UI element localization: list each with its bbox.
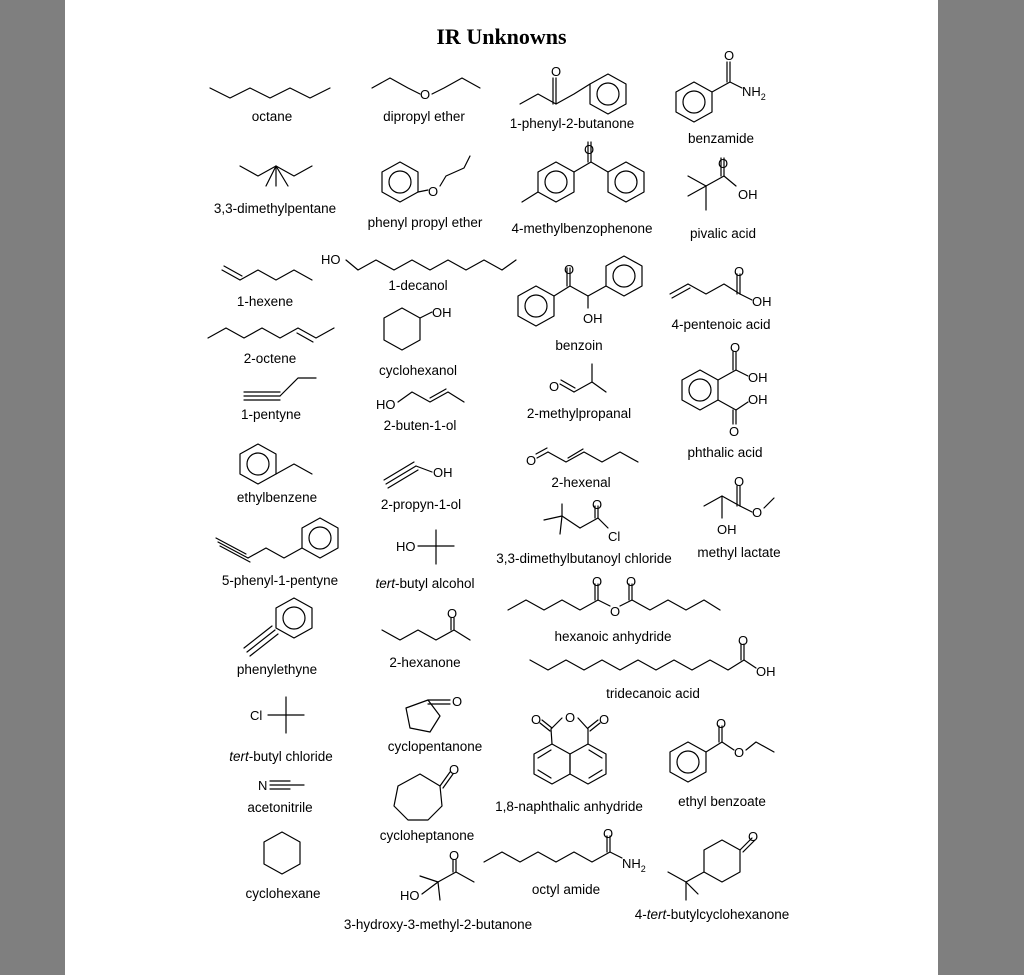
ethyl-benzoate-structure bbox=[670, 716, 774, 782]
label-hexene: 1-hexene bbox=[236, 294, 294, 309]
tbutylcyclohexanone-structure bbox=[668, 829, 758, 900]
atom-oxygen: O bbox=[592, 574, 603, 589]
cyclohexanol-structure bbox=[384, 305, 452, 350]
dimethylpentane-structure bbox=[240, 166, 312, 186]
label-hexanone: 2-hexanone bbox=[389, 655, 461, 670]
atom-chlorine: Cl bbox=[608, 529, 621, 544]
pivalic-acid-structure bbox=[688, 156, 758, 210]
atom-hydroxyl: OH bbox=[748, 392, 768, 407]
atom-hydroxyl: OH bbox=[433, 465, 453, 480]
atom-oxygen: O bbox=[549, 379, 560, 394]
atom-oxygen: O bbox=[592, 497, 603, 512]
atom-oxygen: O bbox=[734, 474, 745, 489]
label-phenylethyne: phenylethyne bbox=[236, 662, 318, 677]
label-tbutylcyclohexanone: 4-tert-butylcyclohexanone bbox=[634, 907, 790, 922]
label-pivalic-acid: pivalic acid bbox=[689, 226, 757, 241]
atom-oxygen: O bbox=[447, 606, 458, 621]
label-tridecanoic-acid: tridecanoic acid bbox=[606, 686, 700, 701]
atom-hydroxyl: OH bbox=[432, 305, 452, 320]
atom-oxygen: O bbox=[626, 574, 637, 589]
atom-hydroxyl: OH bbox=[717, 522, 737, 537]
label-naphthalic-anhydride: 1,8-naphthalic anhydride bbox=[495, 799, 643, 814]
atom-hydroxyl: OH bbox=[756, 664, 776, 679]
methylpropanal-structure bbox=[549, 364, 606, 394]
label-tbutyl-chloride: tert-butyl chloride bbox=[229, 749, 333, 764]
hexene-structure bbox=[222, 266, 312, 280]
naphthalic-anhydride-structure bbox=[531, 710, 609, 784]
page-title: IR Unknowns bbox=[436, 24, 567, 49]
atom-hydroxyl: OH bbox=[752, 294, 772, 309]
propynol-structure bbox=[384, 462, 453, 488]
label-hydroxymethylbutanone: 3-hydroxy-3-methyl-2-butanone bbox=[343, 917, 533, 932]
atom-oxygen: O bbox=[449, 848, 460, 863]
label-butenol: 2-buten-1-ol bbox=[383, 418, 457, 433]
label-ethylbenzene: ethylbenzene bbox=[236, 490, 318, 505]
hydroxymethylbutanone-structure bbox=[400, 848, 474, 903]
atom-oxygen: O bbox=[752, 505, 763, 520]
label-octene: 2-octene bbox=[243, 351, 297, 366]
atom-oxygen: O bbox=[584, 142, 595, 157]
cyclopentanone-structure bbox=[406, 694, 462, 732]
phenylethyne-structure bbox=[244, 598, 312, 656]
label-hexenal: 2-hexenal bbox=[551, 475, 611, 490]
label-phthalic-acid: phthalic acid bbox=[687, 445, 763, 460]
label-pentenoic-acid: 4-pentenoic acid bbox=[671, 317, 771, 332]
label-dimethylpentane: 3,3-dimethylpentane bbox=[213, 201, 337, 216]
phenyl-butanone-structure bbox=[520, 64, 626, 114]
atom-oxygen: O bbox=[599, 712, 610, 727]
atom-oxygen: O bbox=[734, 745, 745, 760]
atom-oxygen: O bbox=[526, 453, 537, 468]
tbutyl-alcohol-structure bbox=[396, 530, 454, 564]
label-phenyl-propyl-ether: phenyl propyl ether bbox=[367, 215, 483, 230]
label-cycloheptanone: cycloheptanone bbox=[379, 828, 475, 843]
cyclohexane-structure bbox=[264, 832, 300, 874]
benzamide-structure bbox=[676, 48, 766, 122]
label-cyclohexane: cyclohexane bbox=[245, 886, 321, 901]
atom-oxygen: O bbox=[716, 716, 727, 731]
atom-oxygen: O bbox=[603, 826, 614, 841]
acetonitrile-structure bbox=[258, 778, 304, 793]
label-decanol: 1-decanol bbox=[388, 278, 448, 293]
label-octyl-amide: octyl amide bbox=[531, 882, 601, 897]
label-pentyne: 1-pentyne bbox=[240, 407, 302, 422]
hexanone-structure bbox=[382, 606, 470, 640]
atom-oxygen: O bbox=[452, 694, 463, 709]
atom-hydroxyl: OH bbox=[583, 311, 603, 326]
methylbenzophenone-structure bbox=[522, 142, 644, 202]
atom-oxygen: O bbox=[565, 710, 576, 725]
label-cyclopentanone: cyclopentanone bbox=[387, 739, 483, 754]
label-dipropyl-ether: dipropyl ether bbox=[383, 109, 465, 124]
hexanoic-anhydride-structure bbox=[508, 574, 720, 619]
atom-oxygen: O bbox=[531, 712, 542, 727]
atom-oxygen: O bbox=[610, 604, 621, 619]
label-methylbenzophenone: 4-methylbenzophenone bbox=[511, 221, 653, 236]
tbutyl-chloride-structure bbox=[250, 697, 304, 733]
atom-hydroxyl: HO bbox=[321, 252, 341, 267]
phenylpentyne-structure bbox=[216, 518, 338, 562]
atom-oxygen: O bbox=[738, 633, 749, 648]
octyl-amide-structure bbox=[484, 826, 646, 874]
label-phenylpentyne: 5-phenyl-1-pentyne bbox=[221, 573, 339, 588]
dipropyl-ether-structure bbox=[372, 78, 480, 102]
benzoin-structure bbox=[518, 256, 642, 326]
ethylbenzene-structure bbox=[240, 444, 312, 484]
octene-structure bbox=[208, 328, 334, 342]
label-benzamide: benzamide bbox=[687, 131, 755, 146]
atom-oxygen: O bbox=[718, 156, 729, 171]
label-methyl-lactate: methyl lactate bbox=[697, 545, 781, 560]
atom-hydroxyl: HO bbox=[376, 397, 396, 412]
label-ethyl-benzoate: ethyl benzoate bbox=[678, 794, 766, 809]
atom-hydroxyl: OH bbox=[748, 370, 768, 385]
phthalic-acid-structure bbox=[682, 340, 768, 439]
phenyl-propyl-ether-structure bbox=[382, 156, 470, 202]
pentyne-structure bbox=[244, 378, 316, 400]
atom-chlorine: Cl bbox=[250, 708, 263, 723]
butenol-structure bbox=[376, 389, 464, 412]
label-dimethylbutanoyl-chloride: 3,3-dimethylbutanoyl chloride bbox=[496, 551, 672, 566]
label-methylpropanal: 2-methylpropanal bbox=[526, 406, 632, 421]
label-propynol: 2-propyn-1-ol bbox=[380, 497, 462, 512]
atom-oxygen: O bbox=[551, 64, 562, 79]
atom-amine: $NH_2$ bbox=[622, 856, 646, 874]
label-cyclohexanol: cyclohexanol bbox=[378, 363, 458, 378]
atom-oxygen: O bbox=[729, 424, 740, 439]
atom-oxygen: O bbox=[724, 48, 735, 63]
atom-hydroxyl: HO bbox=[400, 888, 420, 903]
label-hexanoic-anhydride: hexanoic anhydride bbox=[554, 629, 672, 644]
atom-oxygen: O bbox=[428, 184, 439, 199]
pentenoic-acid-structure bbox=[670, 264, 772, 309]
atom-amine: $NH_2$ bbox=[742, 84, 766, 102]
label-benzoin: benzoin bbox=[555, 338, 603, 353]
atom-oxygen: O bbox=[449, 762, 460, 777]
methyl-lactate-structure bbox=[704, 474, 774, 537]
label-acetonitrile: acetonitrile bbox=[247, 800, 313, 815]
atom-oxygen: O bbox=[734, 264, 745, 279]
label-octane: octane bbox=[251, 109, 293, 124]
label-tbutyl-alcohol: tert-butyl alcohol bbox=[375, 576, 475, 591]
atom-nitrogen: N bbox=[258, 778, 268, 793]
octane-structure bbox=[210, 88, 330, 98]
atom-hydroxyl: OH bbox=[738, 187, 758, 202]
atom-oxygen: O bbox=[564, 262, 575, 277]
atom-hydroxyl: HO bbox=[396, 539, 416, 554]
atom-oxygen: O bbox=[730, 340, 741, 355]
atom-oxygen: O bbox=[420, 87, 431, 102]
cycloheptanone-structure bbox=[394, 762, 459, 820]
decanol-structure bbox=[321, 252, 516, 270]
label-phenyl-butanone: 1-phenyl-2-butanone bbox=[509, 116, 635, 131]
dimethylbutanoyl-chloride-structure bbox=[544, 497, 620, 544]
hexenal-structure bbox=[526, 448, 638, 468]
atom-oxygen: O bbox=[748, 829, 759, 844]
